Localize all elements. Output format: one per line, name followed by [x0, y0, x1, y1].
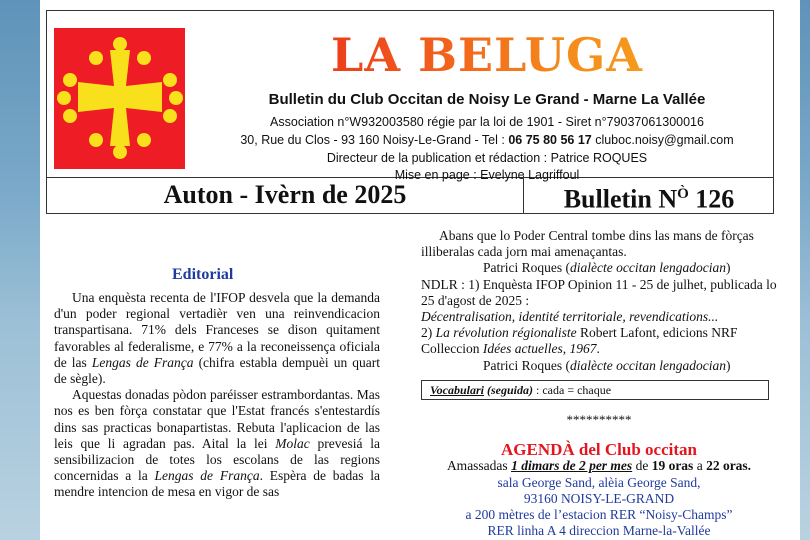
phone-number: 06 75 80 56 17 [508, 133, 592, 147]
issue-band [46, 176, 774, 214]
vocabulary-box: Vocabulari (seguida) : cada = chaque [421, 380, 769, 400]
address-text: 30, Rue du Clos - 93 160 Noisy-Le-Grand - Tel : [240, 133, 509, 147]
agenda-meeting: Amassadas 1 dimars de 2 per mes de 19 oras a 22 oras. [446, 458, 752, 474]
bulletin-num: 126 [688, 184, 735, 214]
agenda-place: a 200 mètres de l’estacion RER “Noisy-Champs” [465, 507, 733, 523]
ndlr-note: NDLR : 1) Enquèsta IFOP Opinion 11 - 25 de julhet, publicada lo 25 d'agost de 2025 : [421, 276, 777, 308]
season-label: Auton - Ivèrn de 2025 [47, 176, 524, 213]
association-info: Association n°W932003580 régie par la loi de 1901 - Siret n°79037061300016 [270, 115, 704, 129]
masthead [46, 10, 774, 182]
agenda-place: 93160 NOISY-LE-GRAND [523, 490, 675, 506]
occitan-cross-icon [54, 28, 185, 169]
bulletin-prefix: Bulletin N [563, 184, 678, 214]
director-line: Directeur de la publication et rédaction : Patrice ROQUES [326, 151, 648, 165]
editorial-end-paragraph: Abans que lo Poder Central tombe dins las mans de fòrças illiberalas cada jorn mai amenaçantas. [421, 228, 754, 260]
bulletin-subtitle: Bulletin du Club Occitan de Noisy Le Grand - Marne La Vallée [268, 91, 706, 108]
occitan-cross-flag [54, 28, 185, 169]
editorial-paragraph: Una enquèsta recenta de l'IFOP desvela que la demanda d'un poder regional vertadièr ven una reinvendicacion transpartisana. 71% dels Franceses se dison quitament favorables al federalisme, e 77% a la reconeissença oficiala de las Lengas de França (chifra establa dempuèi un quart de sègle). [54, 290, 380, 387]
ndlr-reference-2: 2) La révolution régionaliste Robert Lafont, edicions NRF Colleccion Idées actuelles, 1967. [421, 325, 738, 357]
bulletin-page [40, 0, 800, 540]
agenda-title: AGENDÀ del Club occitan [501, 440, 697, 460]
vocab-entry: cada = chaque [542, 382, 612, 397]
signature: Patrici Roques (dialècte occitan lengadocian) [483, 260, 731, 276]
bulletin-number [525, 176, 773, 213]
agenda-place: RER linha A 4 direccion Marne-la-Vallée [487, 523, 711, 539]
signature: Patrici Roques (dialècte occitan lengadocian) [483, 357, 731, 373]
right-column [421, 228, 777, 539]
email-address[interactable]: cluboc.noisy@gmail.com [591, 133, 734, 147]
contact-line [197, 133, 777, 147]
separator-stars: ********** [566, 412, 632, 428]
editorial-paragraph: Aquestas donadas pòdon paréisser estrambordantas. Mas nos es ben fòrça constatar que l'Estat francés s'entestardís dins sas practicas bonapartistas. Rebuta l'aplicacion de las leis que li agradan pas. Aital la lei Molac prevesiá la sensibilizacion de totes los escolans de las regions concernidas a la Lengas de França. Espèra de badas la mendre intencion de mesa en vigor de sas [54, 387, 381, 500]
editorial-title: Editorial [172, 266, 234, 283]
editorial-body [54, 290, 380, 501]
bulletin-title: LA BELUGA [197, 27, 777, 83]
layout-credit: Mise en page : Evelyne Lagriffoul [394, 168, 580, 182]
ndlr-reference: Décentralisation, identité territoriale, revendications... [421, 309, 719, 325]
bulletin-sup: Ò [677, 186, 689, 202]
agenda-place: sala George Sand, alèia George Sand, [497, 474, 701, 490]
vocab-label: Vocabulari [430, 382, 485, 397]
